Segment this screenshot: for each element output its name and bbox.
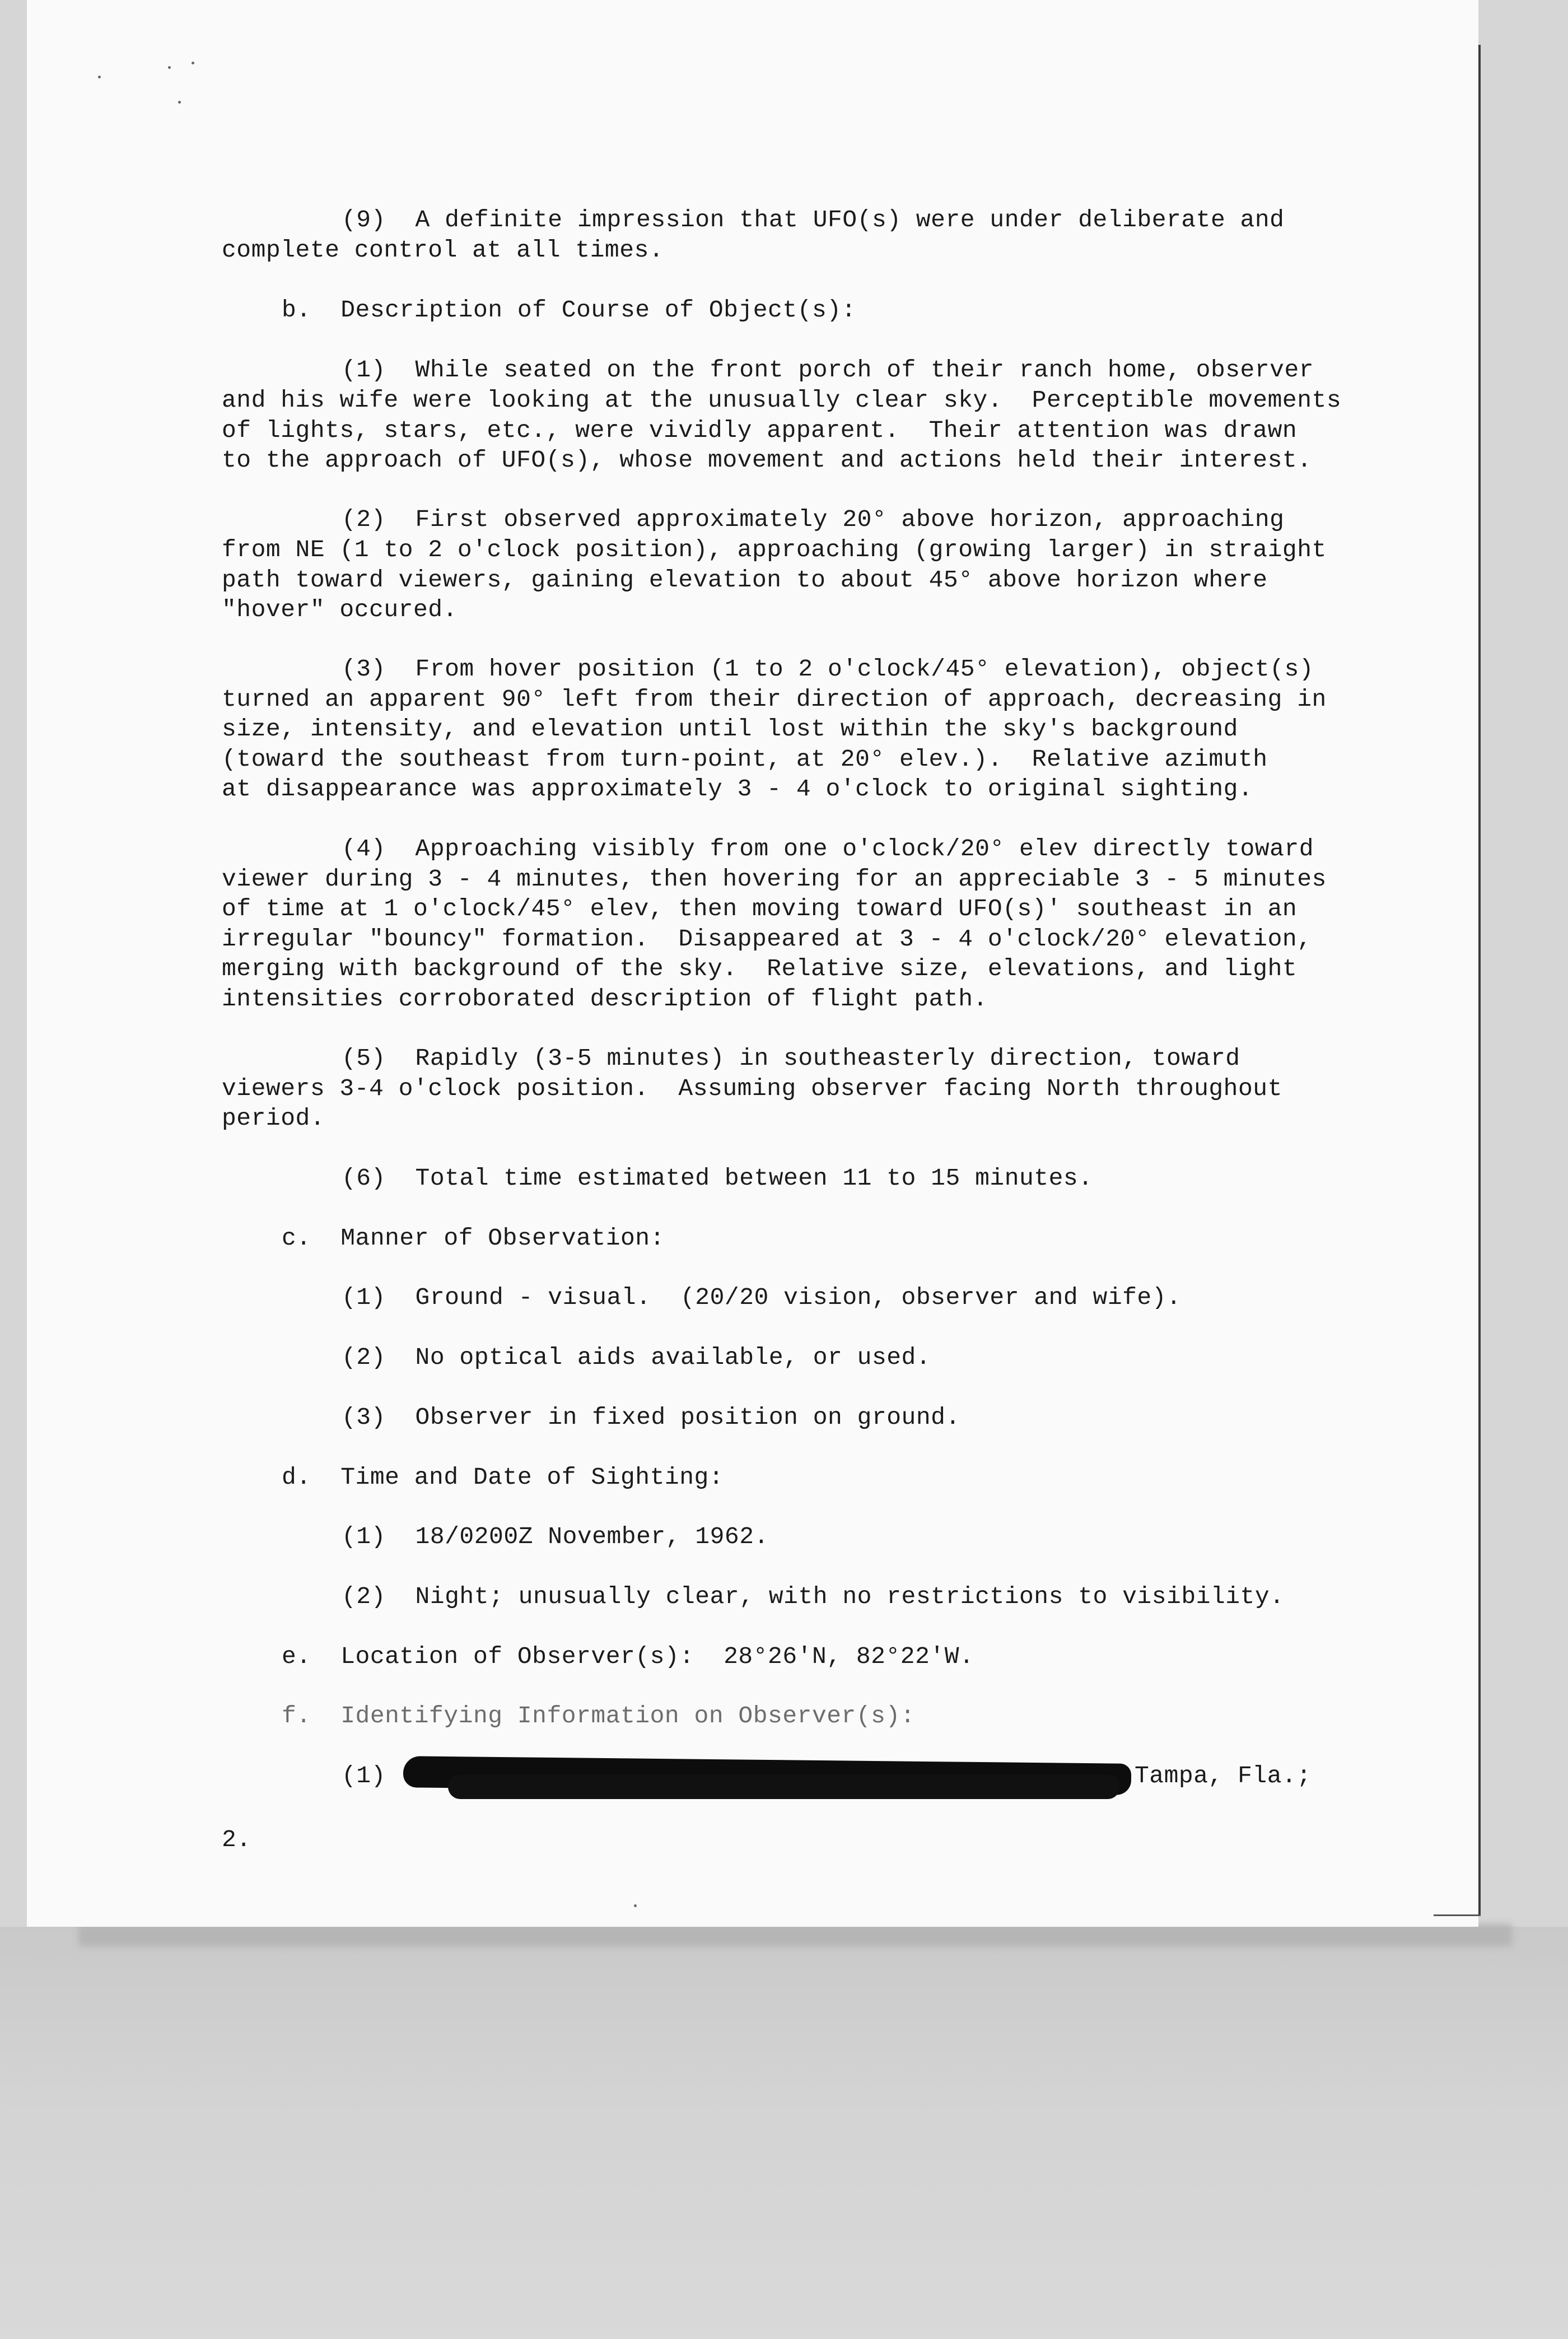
text-line: (2) First observed approximately 20° above horizon, approaching [342, 506, 1285, 533]
scan-background [0, 1927, 1568, 2339]
text-line: merging with background of the sky. Relative size, elevations, and light [222, 955, 1298, 982]
text-line: irregular "bouncy" formation. Disappeared at 3 - 4 o'clock/20° elevation, [222, 925, 1312, 953]
text-line: size, intensity, and elevation until lost within the sky's background [222, 715, 1238, 743]
text-line: (5) Rapidly (3-5 minutes) in southeasterly direction, toward [342, 1045, 1240, 1072]
redaction-mark [448, 1774, 1120, 1799]
text-line: of time at 1 o'clock/45° elev, then moving toward UFO(s)' southeast in an [222, 895, 1298, 922]
text-line: at disappearance was approximately 3 - 4 o'clock to original sighting. [222, 775, 1253, 803]
text-line: (2) No optical aids available, or used. [342, 1344, 931, 1371]
text-line: (3) From hover position (1 to 2 o'clock/45° elevation), object(s) [342, 655, 1314, 683]
text-line: of lights, stars, etc., were vividly apparent. Their attention was drawn [222, 417, 1298, 444]
section-heading-c: c. Manner of Observation: [282, 1224, 665, 1252]
text-line: (1) While seated on the front porch of their ranch home, observer [342, 356, 1314, 384]
section-heading-d: d. Time and Date of Sighting: [282, 1464, 724, 1491]
text-line: (3) Observer in fixed position on ground. [342, 1404, 960, 1431]
section-heading-e: e. Location of Observer(s): 28°26'N, 82°22'W. [282, 1643, 974, 1670]
page-number: 2. [222, 1826, 251, 1853]
text-line: from NE (1 to 2 o'clock position), approaching (growing larger) in straight [222, 536, 1327, 563]
text-line: to the approach of UFO(s), whose movement and actions held their interest. [222, 446, 1312, 474]
text-line: and his wife were looking at the unusually clear sky. Perceptible movements [222, 386, 1342, 414]
text-line: (4) Approaching visibly from one o'clock/20° elev directly toward [342, 835, 1314, 863]
text-line: (1) [342, 1762, 386, 1790]
text-line: turned an apparent 90° left from their direction of approach, decreasing in [222, 686, 1327, 713]
text-line: "hover" occured. [222, 596, 458, 623]
text-line: viewers 3-4 o'clock position. Assuming observer facing North throughout [222, 1075, 1282, 1102]
section-heading-f: f. Identifying Information on Observer(s): [282, 1702, 916, 1730]
text-line: complete control at all times. [222, 236, 664, 264]
text-line: period. [222, 1105, 325, 1132]
text-line: (6) Total time estimated between 11 to 15 minutes. [342, 1164, 1093, 1192]
text-line: (2) Night; unusually clear, with no restrictions to visibility. [342, 1583, 1285, 1610]
text-line: Tampa, Fla.; [1135, 1762, 1312, 1790]
text-line: (1) 18/0200Z November, 1962. [342, 1523, 769, 1550]
section-heading-b: b. Description of Course of Object(s): [282, 296, 856, 324]
text-line: intensities corroborated description of flight path. [222, 985, 988, 1013]
sheet-shadow [78, 1924, 1512, 1946]
text-line: (1) Ground - visual. (20/20 vision, observer and wife). [342, 1284, 1182, 1311]
text-line: path toward viewers, gaining elevation to about 45° above horizon where [222, 566, 1268, 594]
text-line: (9) A definite impression that UFO(s) were under deliberate and [342, 206, 1285, 234]
text-line: (toward the southeast from turn-point, at 20° elev.). Relative azimuth [222, 746, 1268, 773]
text-line: viewer during 3 - 4 minutes, then hovering for an appreciable 3 - 5 minutes [222, 865, 1327, 893]
